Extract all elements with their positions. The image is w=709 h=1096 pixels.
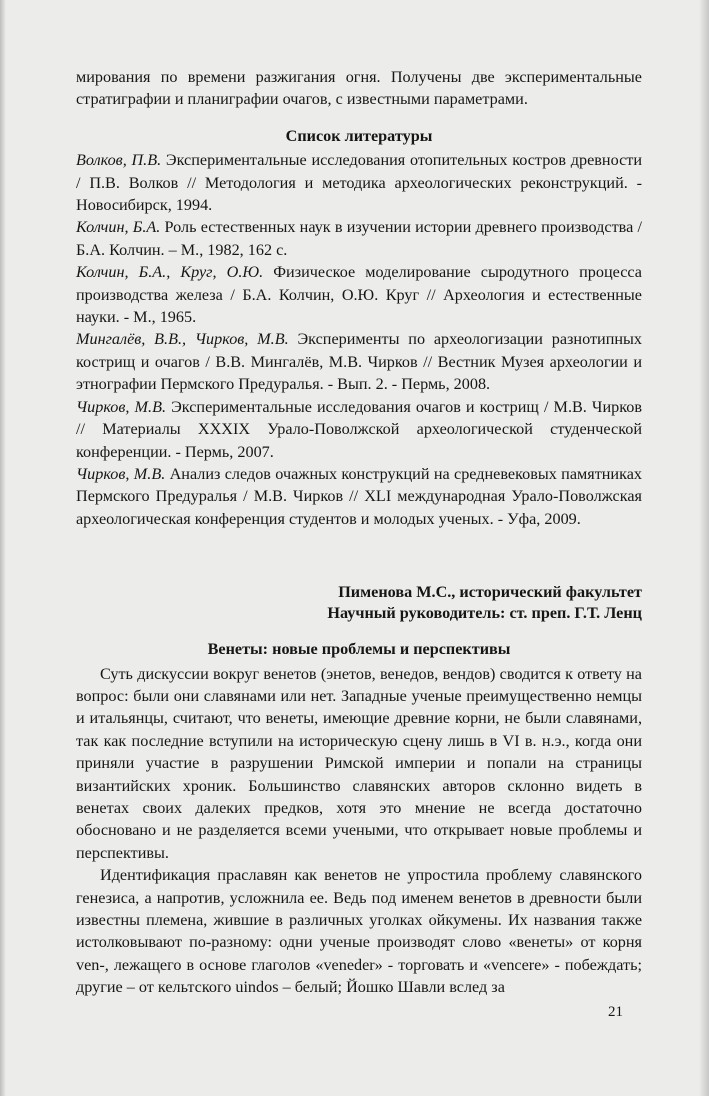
page-content — [76, 66, 642, 999]
reference-author: Колчин, Б.А. — [76, 218, 161, 237]
reference-author: Колчин, Б.А., Круг, О.Ю. — [76, 263, 264, 282]
body-paragraph: Идентификация праславян как венетов не упростила проблему славянского генезиса, а напротив, усложнила ее. Ведь под именем венетов в древности были известны племена, жившие в различных уголках ойкумены. Их названия также истолковывают по-разному: одни ученые производят слово «венеты» от корня ven-, лежащего в основе глаголов «veneder» - торговать и «vencere» - побеждать; другие – от кельтского uindos – белый; Йошко Шавли вслед за — [76, 866, 642, 997]
reference-author: Мингалёв, В.В., Чирков, М.В. — [76, 330, 289, 349]
reference-item — [76, 216, 642, 261]
reference-author: Чирков, М.В. — [76, 464, 166, 483]
reference-item — [76, 261, 642, 328]
reference-item — [76, 463, 642, 530]
author-line: Пименова М.С., исторический факультет — [338, 583, 642, 602]
article-title: Венеты: новые проблемы и перспективы — [207, 640, 511, 659]
reference-text: Роль естественных наук в изучении истории древнего производства / Б.А. Колчин. – М., 1982, 162 с. — [76, 218, 642, 259]
reference-item — [76, 396, 642, 463]
reference-text: Экспериментальные исследования отопительных костров древности / П.В. Волков // Методология и методика археологических реконструкций. - Новосибирск, 1994. — [76, 151, 643, 215]
reference-item — [76, 149, 642, 216]
reference-text: Анализ следов очажных конструкций на средневековых памятниках Пермского Предуралья / М.В. Чирков // XLI международная Урало-Поволжская археологическая конференция студентов и молодых ученых. - Уфа, 2009. — [76, 464, 642, 528]
reference-author: Чирков, М.В. — [76, 397, 167, 416]
references-heading: Список литературы — [285, 126, 433, 145]
body-paragraph: Суть дискуссии вокруг венетов (энетов, венедов, вендов) сводится к ответу на вопрос: были они славянами или нет. Западные ученые преимущественно немцы и итальянцы, считают, что венеты, имеющие древние корни, не были славянами, так как последние вступили на историческую сцену лишь в VI в. н.э., когда они приняли участие в разрушении Римской империи и попали на страницы византийских хроник. Большинство славянских авторов склонно видеть в венетах своих далеких предков, хотя это мнение не всегда достаточно обосновано и не разделяется всеми учеными, что открывает новые проблемы и перспективы. — [76, 664, 642, 862]
reference-text: Физическое моделирование сыродутного процесса производства железа / Б.А. Колчин, О.Ю. Круг // Археология и естественные науки. - М., 1965. — [76, 263, 642, 327]
reference-item — [76, 328, 642, 395]
reference-text: Эксперименты по археологизации разнотипных кострищ и очагов / В.В. Мингалёв, М.В. Чирков // Вестник Музея археологии и этнографии Пермского Предуралья. - Вып. 2. - Пермь, 2008. — [76, 330, 643, 394]
page-number: 21 — [608, 1004, 623, 1020]
references-list — [76, 149, 642, 530]
supervisor-line: Научный руководитель: ст. преп. Г.Т. Ленц — [327, 604, 642, 623]
top-paragraph: мирования по времени разжигания огня. Получены две экспериментальные стратиграфии и планиграфии очагов, с известными параметрами. — [76, 68, 642, 109]
article-byline — [76, 582, 642, 624]
reference-author: Волков, П.В. — [76, 151, 162, 170]
reference-text: Экспериментальные исследования очагов и кострищ / М.В. Чирков // Материалы XXXIX Урало-Поволжской археологической студенческой конференции. - Пермь, 2007. — [76, 397, 642, 461]
